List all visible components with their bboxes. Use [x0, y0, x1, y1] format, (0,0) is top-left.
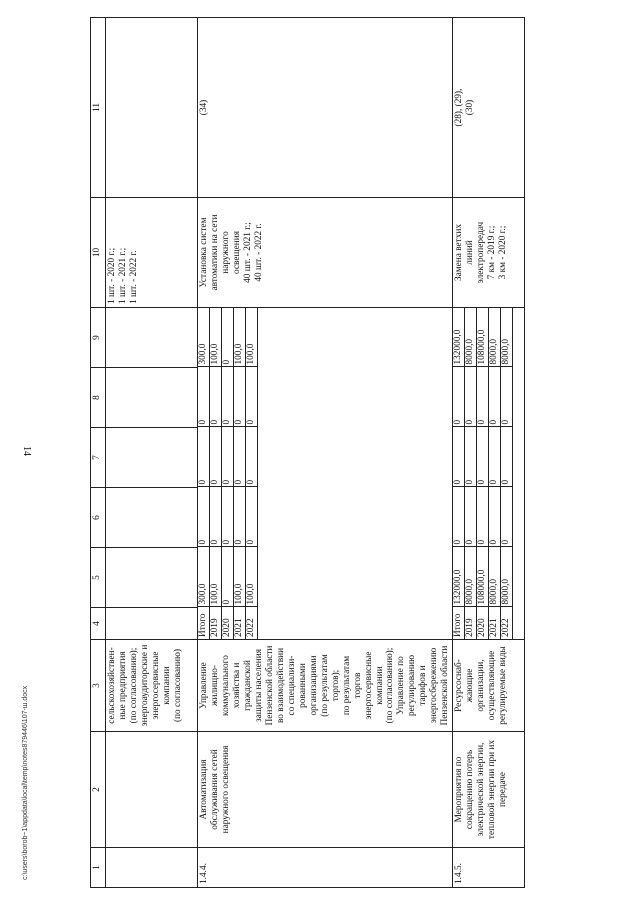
row-number: 1.4.5. — [453, 848, 525, 888]
header-cell: 4 — [91, 608, 106, 640]
year-label: Итого — [198, 607, 210, 639]
funding-value: 0 — [210, 427, 222, 487]
funding-value: 8000,0 — [489, 307, 501, 367]
funding-value: 0 — [453, 427, 465, 487]
measure-name: Мероприятия по сокращению потерь электрической энергии, тепловой энергии при их передаче — [453, 732, 525, 848]
funding-value: 0 — [501, 487, 513, 547]
funding-value: 0 — [234, 427, 246, 487]
funding-value: 0 — [210, 487, 222, 547]
rotated-table-container — [90, 18, 592, 888]
footer-file-path: c:\users\borob~1\appdata\local\temp\notes879446\107-ш.docx — [22, 685, 29, 880]
table-row — [453, 18, 525, 888]
funding-value: 100,0 — [246, 547, 258, 607]
year-label: 2019 — [210, 607, 222, 639]
year-label: Итого — [453, 607, 465, 639]
funding-value: 108000,0 — [477, 547, 489, 607]
funding-value: 0 — [501, 427, 513, 487]
funding-row — [489, 307, 501, 639]
funding-value: 0 — [489, 487, 501, 547]
funding-value: 0 — [501, 367, 513, 427]
funding-value: 8000,0 — [501, 307, 513, 367]
funding-value: 132000,0 — [453, 547, 465, 607]
funding-value: 8000,0 — [489, 547, 501, 607]
funding-value: 300,0 — [198, 547, 210, 607]
funding-value: 0 — [222, 487, 234, 547]
header-row — [91, 18, 106, 888]
funding-row — [465, 307, 477, 639]
funding-subtable — [453, 307, 513, 639]
year-label: 2021 — [234, 607, 246, 639]
reference-cell: (34) — [198, 18, 453, 198]
table-row — [198, 18, 453, 888]
funding-value: 0 — [246, 427, 258, 487]
funding-subtable — [198, 307, 258, 639]
funding-value: 100,0 — [234, 547, 246, 607]
result-cell: Установка систем автоматики на сети наружного освещения 40 шт. - 2021 г.; 40 шт. - 2022 г. — [198, 198, 453, 308]
executor-cell: Ресурсоснаб- жающие организации, осуществляющие регулируемые виды — [453, 640, 525, 732]
executor-cell: Управление жилищно- коммунального хозяйства и гражданской защиты населения Пензенской области во взаимодействии со специализи- рованными организациями (по результатам торгов); по результатам торгов энергосервисные компании (по согласованию); Управление по регулированию тарифов и энергосбережению Пензенской области — [198, 640, 453, 732]
funding-value: 0 — [198, 487, 210, 547]
funding-row — [477, 307, 489, 639]
year-label: 2022 — [246, 607, 258, 639]
funding-value: 0 — [489, 367, 501, 427]
funding-block — [453, 308, 525, 640]
funding-value: 0 — [222, 367, 234, 427]
header-cell: 10 — [91, 198, 106, 308]
funding-value: 0 — [198, 427, 210, 487]
year-label: 2019 — [465, 607, 477, 639]
funding-value: 0 — [198, 367, 210, 427]
year-label: 2020 — [222, 607, 234, 639]
funding-value: 0 — [477, 487, 489, 547]
executor-cell: сельскохозяйствен- ные предприятия (по согласованию); энергоаудиторские и энергосервисные компании (по согласованию) — [106, 640, 198, 732]
result-cell: Замена ветхих линий электропередач 7 км - 2019 г.; 3 км - 2020 г.; — [453, 198, 525, 308]
row-number: 1.4.4. — [198, 848, 453, 888]
funding-value: 108000,0 — [477, 307, 489, 367]
header-cell: 11 — [91, 18, 106, 198]
funding-row — [234, 307, 246, 639]
funding-value: 0 — [246, 487, 258, 547]
funding-value: 0 — [465, 367, 477, 427]
funding-value: 0 — [246, 367, 258, 427]
funding-value: 8000,0 — [465, 547, 477, 607]
funding-row — [246, 307, 258, 639]
funding-row — [222, 307, 234, 639]
funding-row — [453, 307, 465, 639]
funding-value: 8000,0 — [465, 307, 477, 367]
header-cell: 2 — [91, 732, 106, 848]
header-cell: 1 — [91, 848, 106, 888]
funding-value: 0 — [222, 307, 234, 367]
funding-value: 0 — [234, 487, 246, 547]
funding-value: 0 — [453, 487, 465, 547]
header-cell: 3 — [91, 640, 106, 732]
table-row — [106, 18, 198, 888]
funding-value: 0 — [465, 487, 477, 547]
year-label: 2022 — [501, 607, 513, 639]
header-cell: 5 — [91, 548, 106, 608]
funding-value: 100,0 — [210, 547, 222, 607]
measure-name: Автоматизация обслуживания сетей наружного освещения — [198, 732, 453, 848]
reference-cell: (28), (29), (30) — [453, 18, 525, 198]
header-cell: 6 — [91, 488, 106, 548]
year-label: 2020 — [477, 607, 489, 639]
header-cell: 8 — [91, 368, 106, 428]
page-number: 14 — [21, 446, 32, 456]
funding-value: 0 — [489, 427, 501, 487]
funding-value: 100,0 — [234, 307, 246, 367]
funding-value: 0 — [210, 367, 222, 427]
header-cell: 7 — [91, 428, 106, 488]
funding-block — [198, 308, 453, 640]
funding-value: 100,0 — [210, 307, 222, 367]
funding-value: 8000,0 — [501, 547, 513, 607]
header-cell: 9 — [91, 308, 106, 368]
funding-value: 0 — [477, 367, 489, 427]
funding-value: 300,0 — [198, 307, 210, 367]
funding-value: 0 — [234, 367, 246, 427]
funding-value: 0 — [465, 427, 477, 487]
funding-value: 0 — [453, 367, 465, 427]
funding-value: 0 — [222, 547, 234, 607]
funding-row — [501, 307, 513, 639]
funding-value: 100,0 — [246, 307, 258, 367]
funding-row — [210, 307, 222, 639]
funding-value: 132000,0 — [453, 307, 465, 367]
funding-value: 0 — [222, 427, 234, 487]
result-cell: 1 шт. - 2020 г.; 1 шт. - 2021 г.; 1 шт. - 2022 г. — [106, 198, 198, 308]
funding-row — [198, 307, 210, 639]
year-label: 2021 — [489, 607, 501, 639]
funding-value: 0 — [477, 427, 489, 487]
measures-table — [90, 17, 525, 888]
